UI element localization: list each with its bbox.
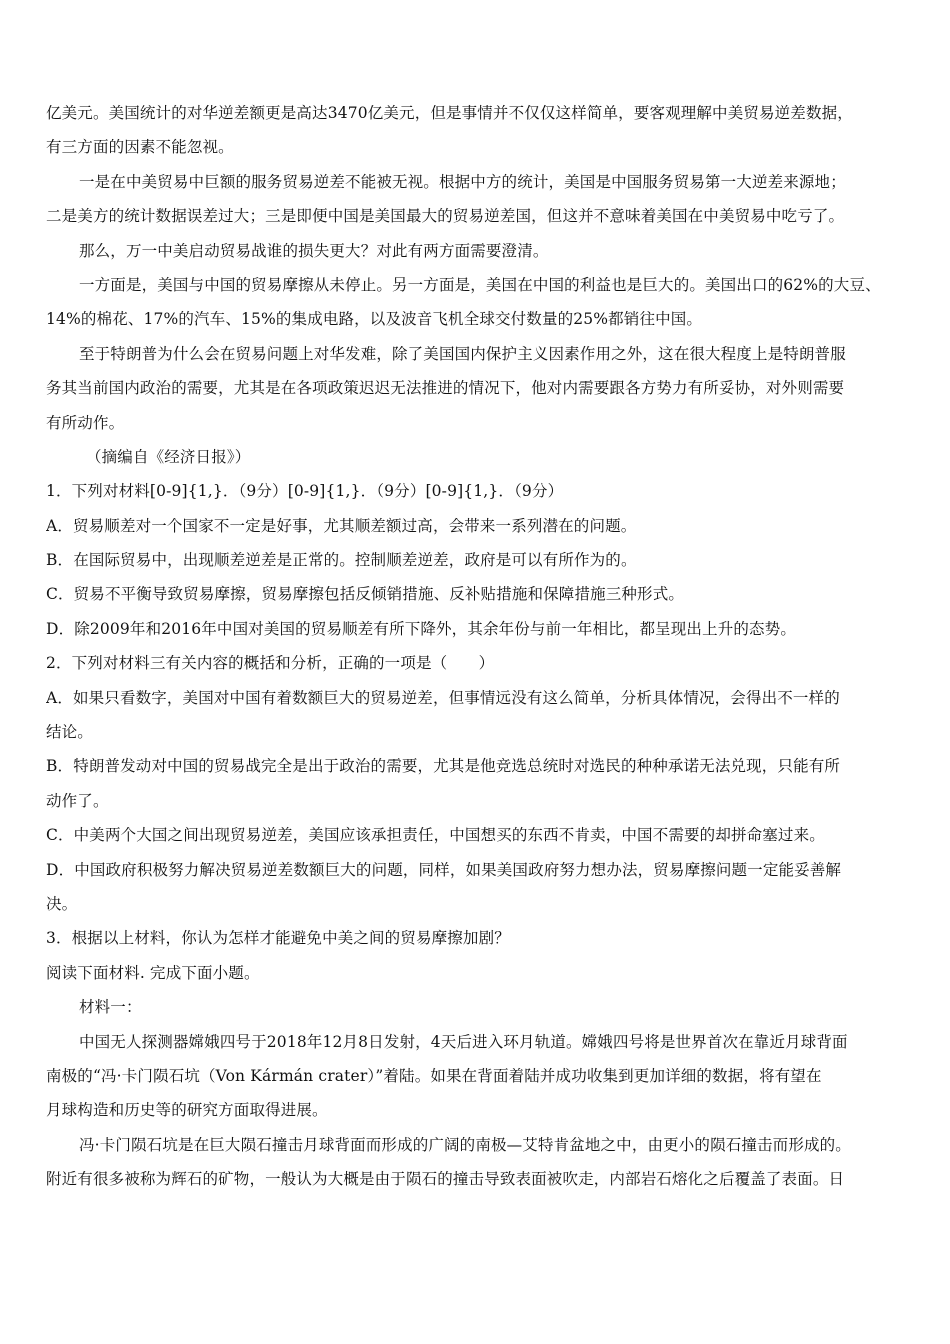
option-d: D．除2009年和2016年中国对美国的贸易顺差有所下降外，其余年份与前一年相比，都呈现出上升的态势。 (46, 619, 796, 638)
paragraph-line: 中国无人探测器嫦娥四号于2018年12月8日发射，4天后进入环月轨道。嫦娥四号将是世界首次在靠近月球背面 (79, 1032, 848, 1051)
reading-instruction: 阅读下面材料. 完成下面小题。 (46, 963, 260, 982)
paragraph-line: 那么，万一中美启动贸易战谁的损失更大？对此有两方面需要澄清。 (79, 241, 549, 260)
paragraph-line: 一方面是，美国与中国的贸易摩擦从未停止。另一方面是，美国在中国的利益也是巨大的。美国出口的62%的大豆、 (79, 275, 881, 294)
question-1: 1．下列对材料[0-9]{1,}．（9分）[0-9]{1,}．（9分）[0-9]{1,}．（9分） (46, 482, 564, 501)
option-a: A．如果只看数字，美国对中国有着数额巨大的贸易逆差，但事情远没有这么简单，分析具体情况，会得出不一样的 (46, 688, 840, 707)
option-a: A．贸易顺差对一个国家不一定是好事，尤其顺差额过高，会带来一系列潜在的问题。 (46, 516, 637, 535)
source-citation: （摘编自《经济日报》） (86, 447, 251, 466)
material-heading: 材料一： (79, 998, 142, 1017)
paragraph-line: 冯·卡门陨石坑是在巨大陨石撞击月球背面而形成的广阔的南极—艾特肯盆地之中，由更小的陨石撞击而形成的。 (79, 1135, 851, 1154)
text-line: 有所动作。 (46, 413, 125, 432)
option-b: B．在国际贸易中，出现顺差逆差是正常的。控制顺差逆差，政府是可以有所作为的。 (46, 551, 637, 570)
text-line: 务其当前国内政治的需要，尤其是在各项政策迟迟无法推进的情况下，他对内需要跟各方势力有所妥协，对外则需要 (46, 379, 845, 398)
option-a-cont: 结论。 (46, 723, 93, 742)
paragraph-line: 至于特朗普为什么会在贸易问题上对华发难，除了美国国内保护主义因素作用之外，这在很大程度上是特朗普服 (79, 344, 846, 363)
option-d-cont: 决。 (46, 894, 78, 913)
document-page (46, 96, 908, 1197)
question-3: 3．根据以上材料，你认为怎样才能避免中美之间的贸易摩擦加剧？ (46, 929, 510, 948)
text-line: 南极的“冯·卡门陨石坑（Von Kármán crater）”着陆。如果在背面着陆并成功收集到更加详细的数据，将有望在 (46, 1066, 822, 1085)
text-line: 14%的棉花、17%的汽车、15%的集成电路，以及波音飞机全球交付数量的25%都销往中国。 (46, 310, 703, 329)
option-c: C．贸易不平衡导致贸易摩擦，贸易摩擦包括反倾销措施、反补贴措施和保障措施三种形式。 (46, 585, 685, 604)
question-2: 2．下列对材料三有关内容的概括和分析，正确的一项是（ ） (46, 654, 495, 673)
text-line: 月球构造和历史等的研究方面取得进展。 (46, 1101, 328, 1120)
option-b-cont: 动作了。 (46, 791, 109, 810)
option-c: C．中美两个大国之间出现贸易逆差，美国应该承担责任，中国想买的东西不肯卖，中国不需要的却拼命塞过来。 (46, 826, 825, 845)
option-d: D．中国政府积极努力解决贸易逆差数额巨大的问题，同样，如果美国政府努力想办法，贸易摩擦问题一定能妥善解 (46, 860, 842, 879)
text-line: 附近有很多被称为辉石的矿物，一般认为大概是由于陨石的撞击导致表面被吹走，内部岩石熔化之后覆盖了表面。日 (46, 1170, 845, 1189)
paragraph-line: 一是在中美贸易中巨额的服务贸易逆差不能被无视。根据中方的统计，美国是中国服务贸易第一大逆差来源地； (79, 172, 846, 191)
option-b: B．特朗普发动对中国的贸易战完全是出于政治的需要，尤其是他竞选总统时对选民的种种承诺无法兑现，只能有所 (46, 757, 841, 776)
text-line: 亿美元。美国统计的对华逆差额更是高达3470亿美元，但是事情并不仅仅这样简单，要客观理解中美贸易逆差数据， (46, 104, 853, 122)
text-line: 有三方面的因素不能忽视。 (46, 138, 234, 157)
text-line: 二是美方的统计数据误差过大；三是即便中国是美国最大的贸易逆差国，但这并不意味着美国在中美贸易中吃亏了。 (46, 207, 845, 226)
